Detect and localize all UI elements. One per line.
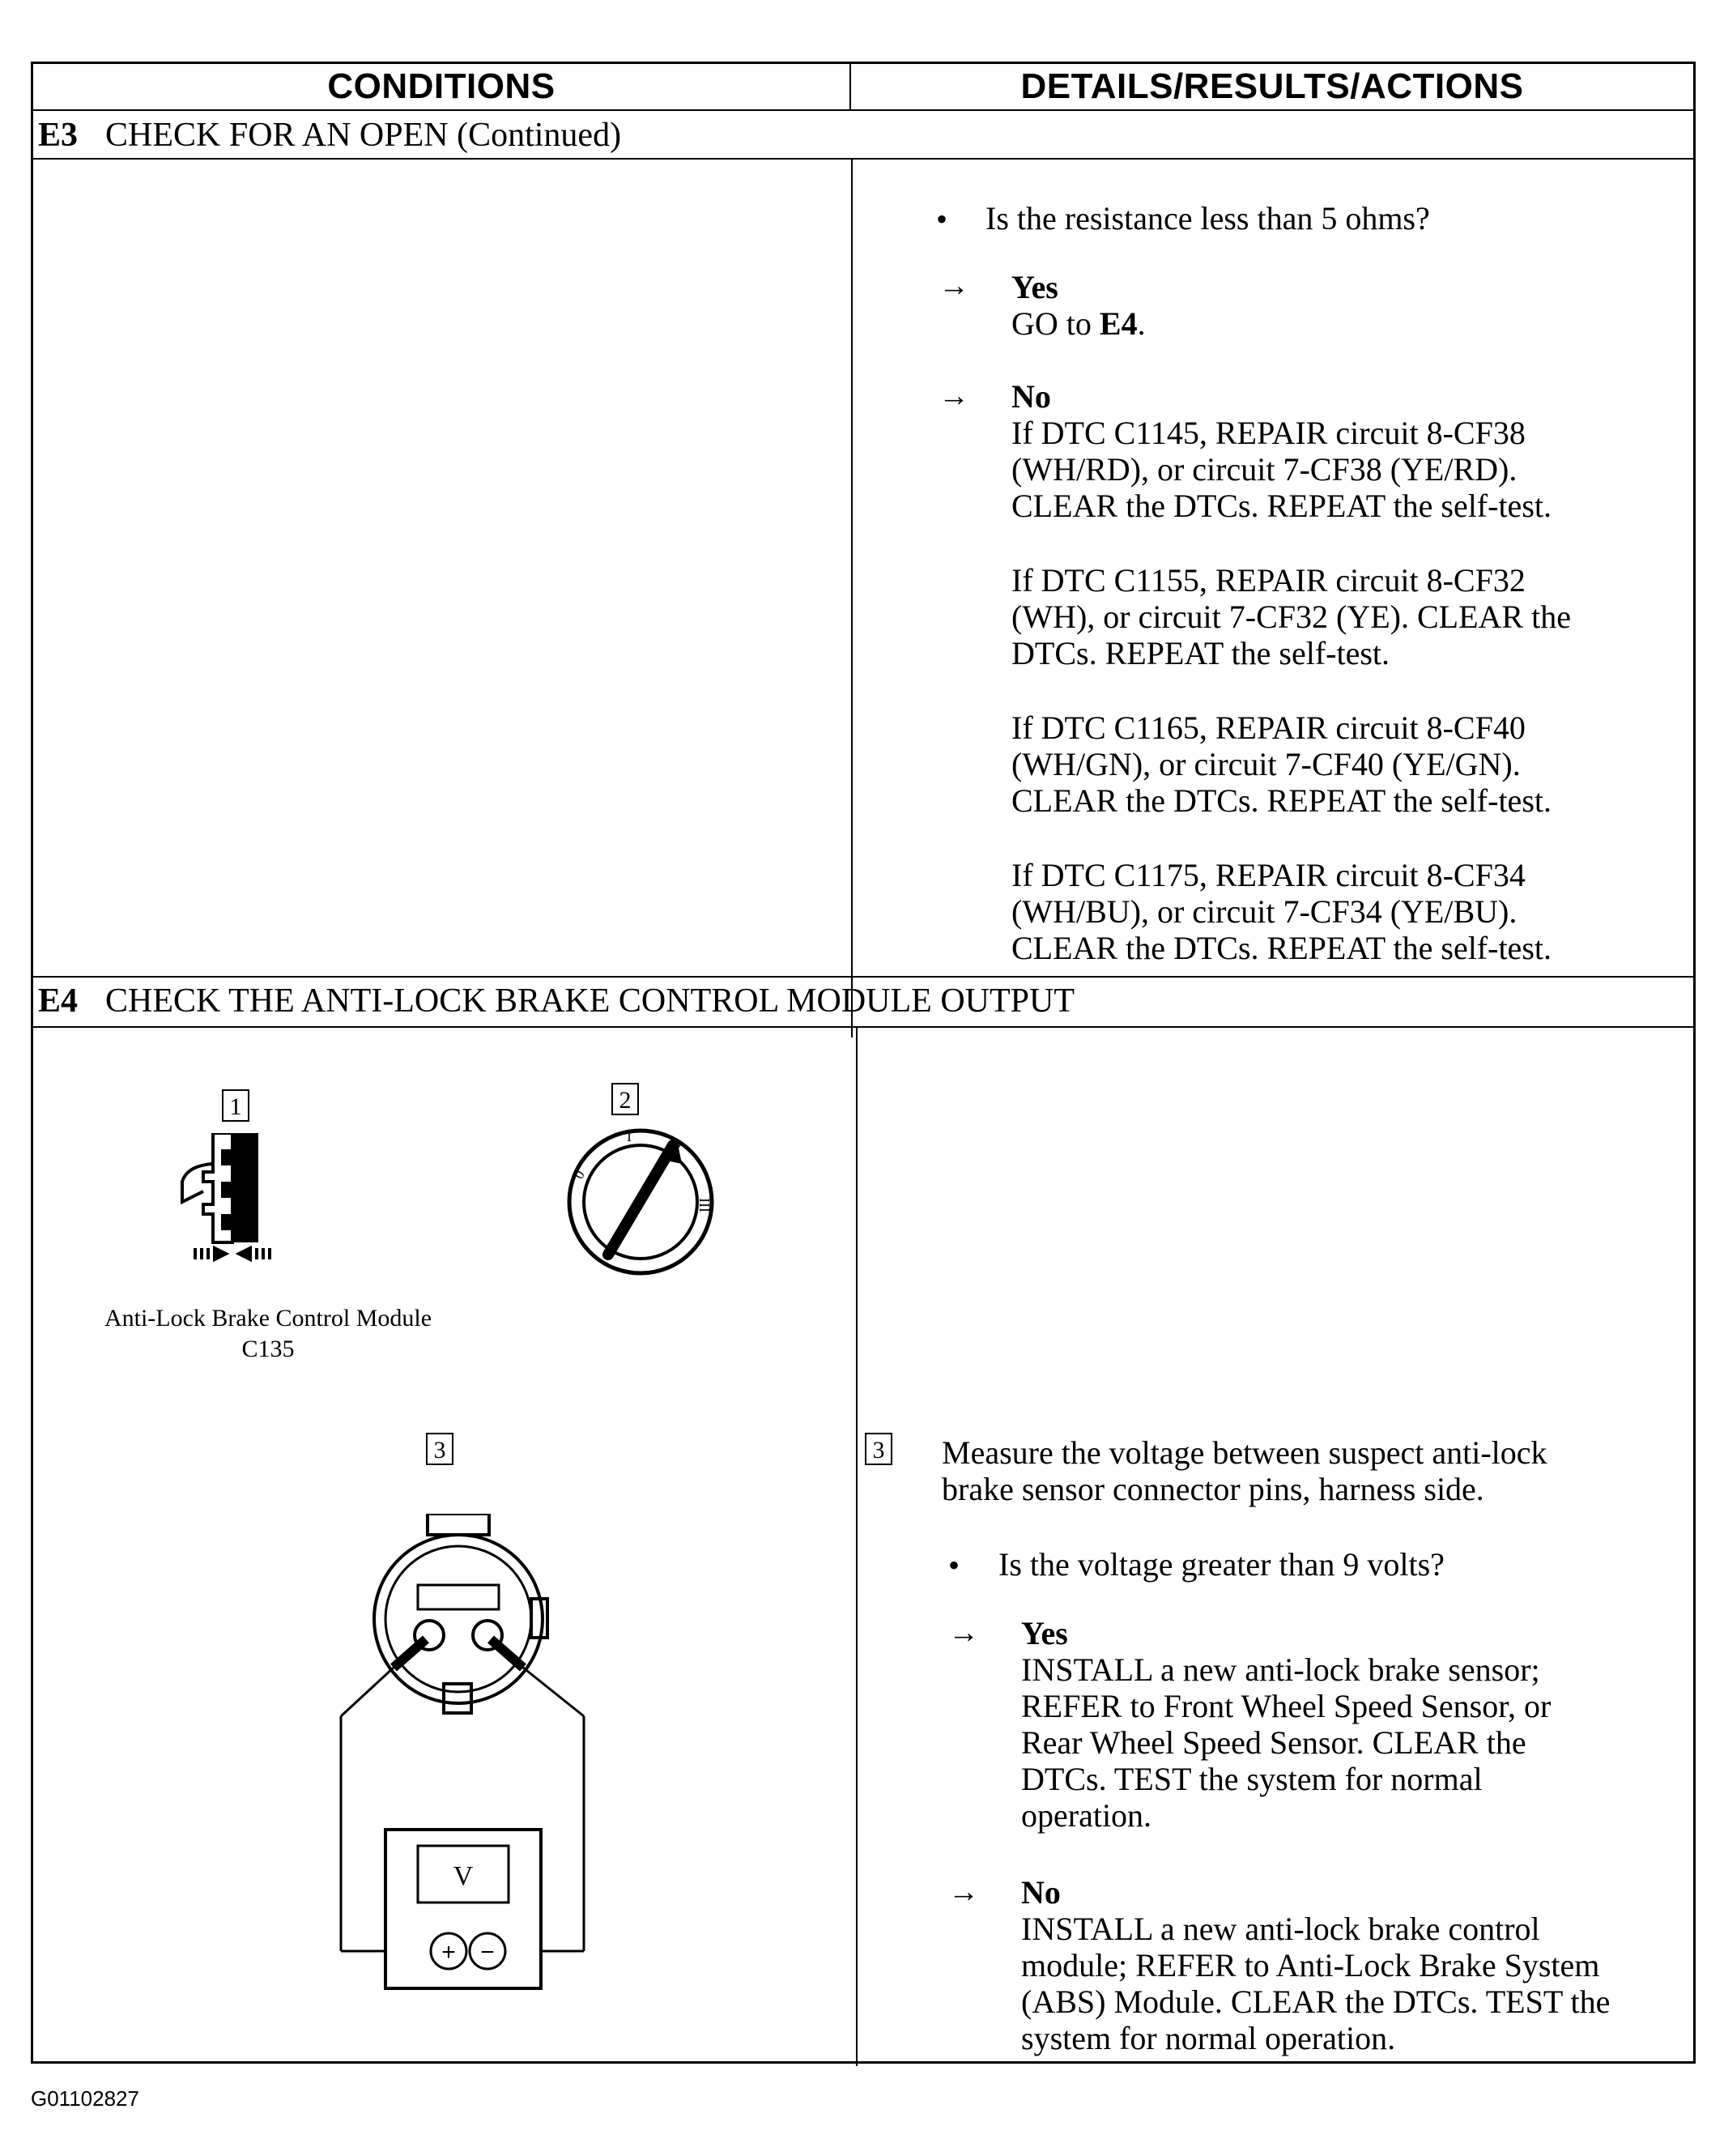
arrow: → [939, 269, 969, 303]
connector-caption-line-1: Anti-Lock Brake Control Module [104, 1305, 432, 1332]
section-title-e3 [38, 116, 621, 155]
e3-question: Is the resistance less than 5 ohms? [985, 200, 1430, 236]
step-3-box: 3 [426, 1433, 453, 1465]
rule [33, 976, 1693, 978]
procedure-table [31, 62, 1696, 2064]
col-header-conditions: CONDITIONS [327, 66, 556, 106]
e3-no-para-2-line-2: (WH), or circuit 7-CF32 (YE). CLEAR the [1011, 599, 1571, 635]
e3-yes-target: E4 [1099, 305, 1138, 342]
ignition-mark-0: 0 [570, 1167, 588, 1182]
figure-id: G01102827 [31, 2086, 139, 2111]
connector-disconnect-icon [171, 1133, 300, 1263]
step-1-box: 1 [222, 1089, 249, 1122]
step-3-box-right: 3 [865, 1433, 892, 1465]
connector-caption-line-2: C135 [241, 1336, 295, 1362]
e3-no-para-4-line-2: (WH/BU), or circuit 7-CF34 (YE/BU). [1011, 893, 1518, 930]
voltmeter-diagram [304, 1514, 628, 1992]
rule [33, 1026, 1693, 1028]
ignition-mark-3: III [696, 1198, 713, 1212]
voltmeter-label: V [453, 1861, 474, 1891]
e3-no-para-1-line-1: If DTC C1145, REPAIR circuit 8-CF38 [1011, 415, 1526, 451]
e3-yes-text: GO to E4. [1011, 305, 1146, 342]
e4-no-line-3: (ABS) Module. CLEAR the DTCs. TEST the [1021, 1983, 1611, 2020]
e3-no-label: No [1011, 378, 1051, 415]
e4-yes-line-3: Rear Wheel Speed Sensor. CLEAR the [1021, 1724, 1526, 1761]
column-divider [851, 158, 853, 1038]
ignition-switch-icon [564, 1125, 717, 1279]
e4-step3-line-1: Measure the voltage between suspect anti-lock [942, 1434, 1547, 1471]
e3-no-para-1-line-3: CLEAR the DTCs. REPEAT the self-test. [1011, 488, 1552, 524]
e3-no-para-3-line-2: (WH/GN), or circuit 7-CF40 (YE/GN). [1011, 746, 1521, 782]
e3-no-para-2-line-1: If DTC C1155, REPAIR circuit 8-CF32 [1011, 562, 1526, 599]
e4-yes-line-1: INSTALL a new anti-lock brake sensor; [1021, 1651, 1540, 1688]
e3-no-para-3-line-3: CLEAR the DTCs. REPEAT the self-test. [1011, 782, 1552, 819]
arrow: → [939, 379, 969, 413]
e3-no-para-3-line-1: If DTC C1165, REPAIR circuit 8-CF40 [1011, 709, 1526, 746]
e4-no-line-4: system for normal operation. [1021, 2020, 1396, 2056]
step-id: E4 [38, 982, 79, 1020]
meter-plus: + [441, 1939, 456, 1966]
e3-no-para-4-line-1: If DTC C1175, REPAIR circuit 8-CF34 [1011, 857, 1526, 893]
e4-no-label: No [1021, 1874, 1061, 1911]
e3-no-para-4-line-3: CLEAR the DTCs. REPEAT the self-test. [1011, 930, 1552, 966]
meter-minus: − [480, 1939, 495, 1966]
arrow: → [948, 1875, 979, 1909]
step-title: CHECK THE ANTI-LOCK BRAKE CONTROL MODULE OUTPUT [105, 982, 1075, 1020]
e3-no-para-1-line-2: (WH/RD), or circuit 7-CF38 (YE/RD). [1011, 451, 1518, 488]
e3-no-para-2-line-3: DTCs. REPEAT the self-test. [1011, 635, 1390, 671]
e4-yes-line-4: DTCs. TEST the system for normal [1021, 1761, 1483, 1797]
rule [33, 158, 1693, 160]
bullet: • [936, 201, 948, 237]
e4-no-line-2: module; REFER to Anti-Lock Brake System [1021, 1947, 1600, 1983]
e4-yes-line-2: REFER to Front Wheel Speed Sensor, or [1021, 1688, 1552, 1724]
e4-question: Is the voltage greater than 9 volts? [998, 1546, 1445, 1583]
step-title: CHECK FOR AN OPEN (Continued) [105, 117, 622, 154]
e3-yes-label: Yes [1011, 269, 1058, 305]
col-header-details: DETAILS/RESULTS/ACTIONS [1020, 66, 1524, 106]
column-divider [856, 1026, 858, 2066]
e4-no-line-1: INSTALL a new anti-lock brake control [1021, 1911, 1540, 1947]
e4-yes-line-5: operation. [1021, 1797, 1152, 1834]
step-2-box: 2 [611, 1083, 639, 1115]
ignition-mark-2: II [667, 1138, 684, 1157]
header-divider [849, 64, 851, 111]
rule [33, 109, 1693, 111]
arrow: → [948, 1616, 979, 1650]
bullet: • [948, 1547, 960, 1583]
step-id: E3 [38, 117, 79, 154]
section-title-e4 [38, 982, 1075, 1020]
e4-step3-line-2: brake sensor connector pins, harness side. [942, 1471, 1484, 1507]
ignition-mark-1: I [627, 1128, 632, 1144]
e4-yes-label: Yes [1021, 1615, 1068, 1651]
e3-yes-prefix: GO to [1011, 305, 1092, 342]
